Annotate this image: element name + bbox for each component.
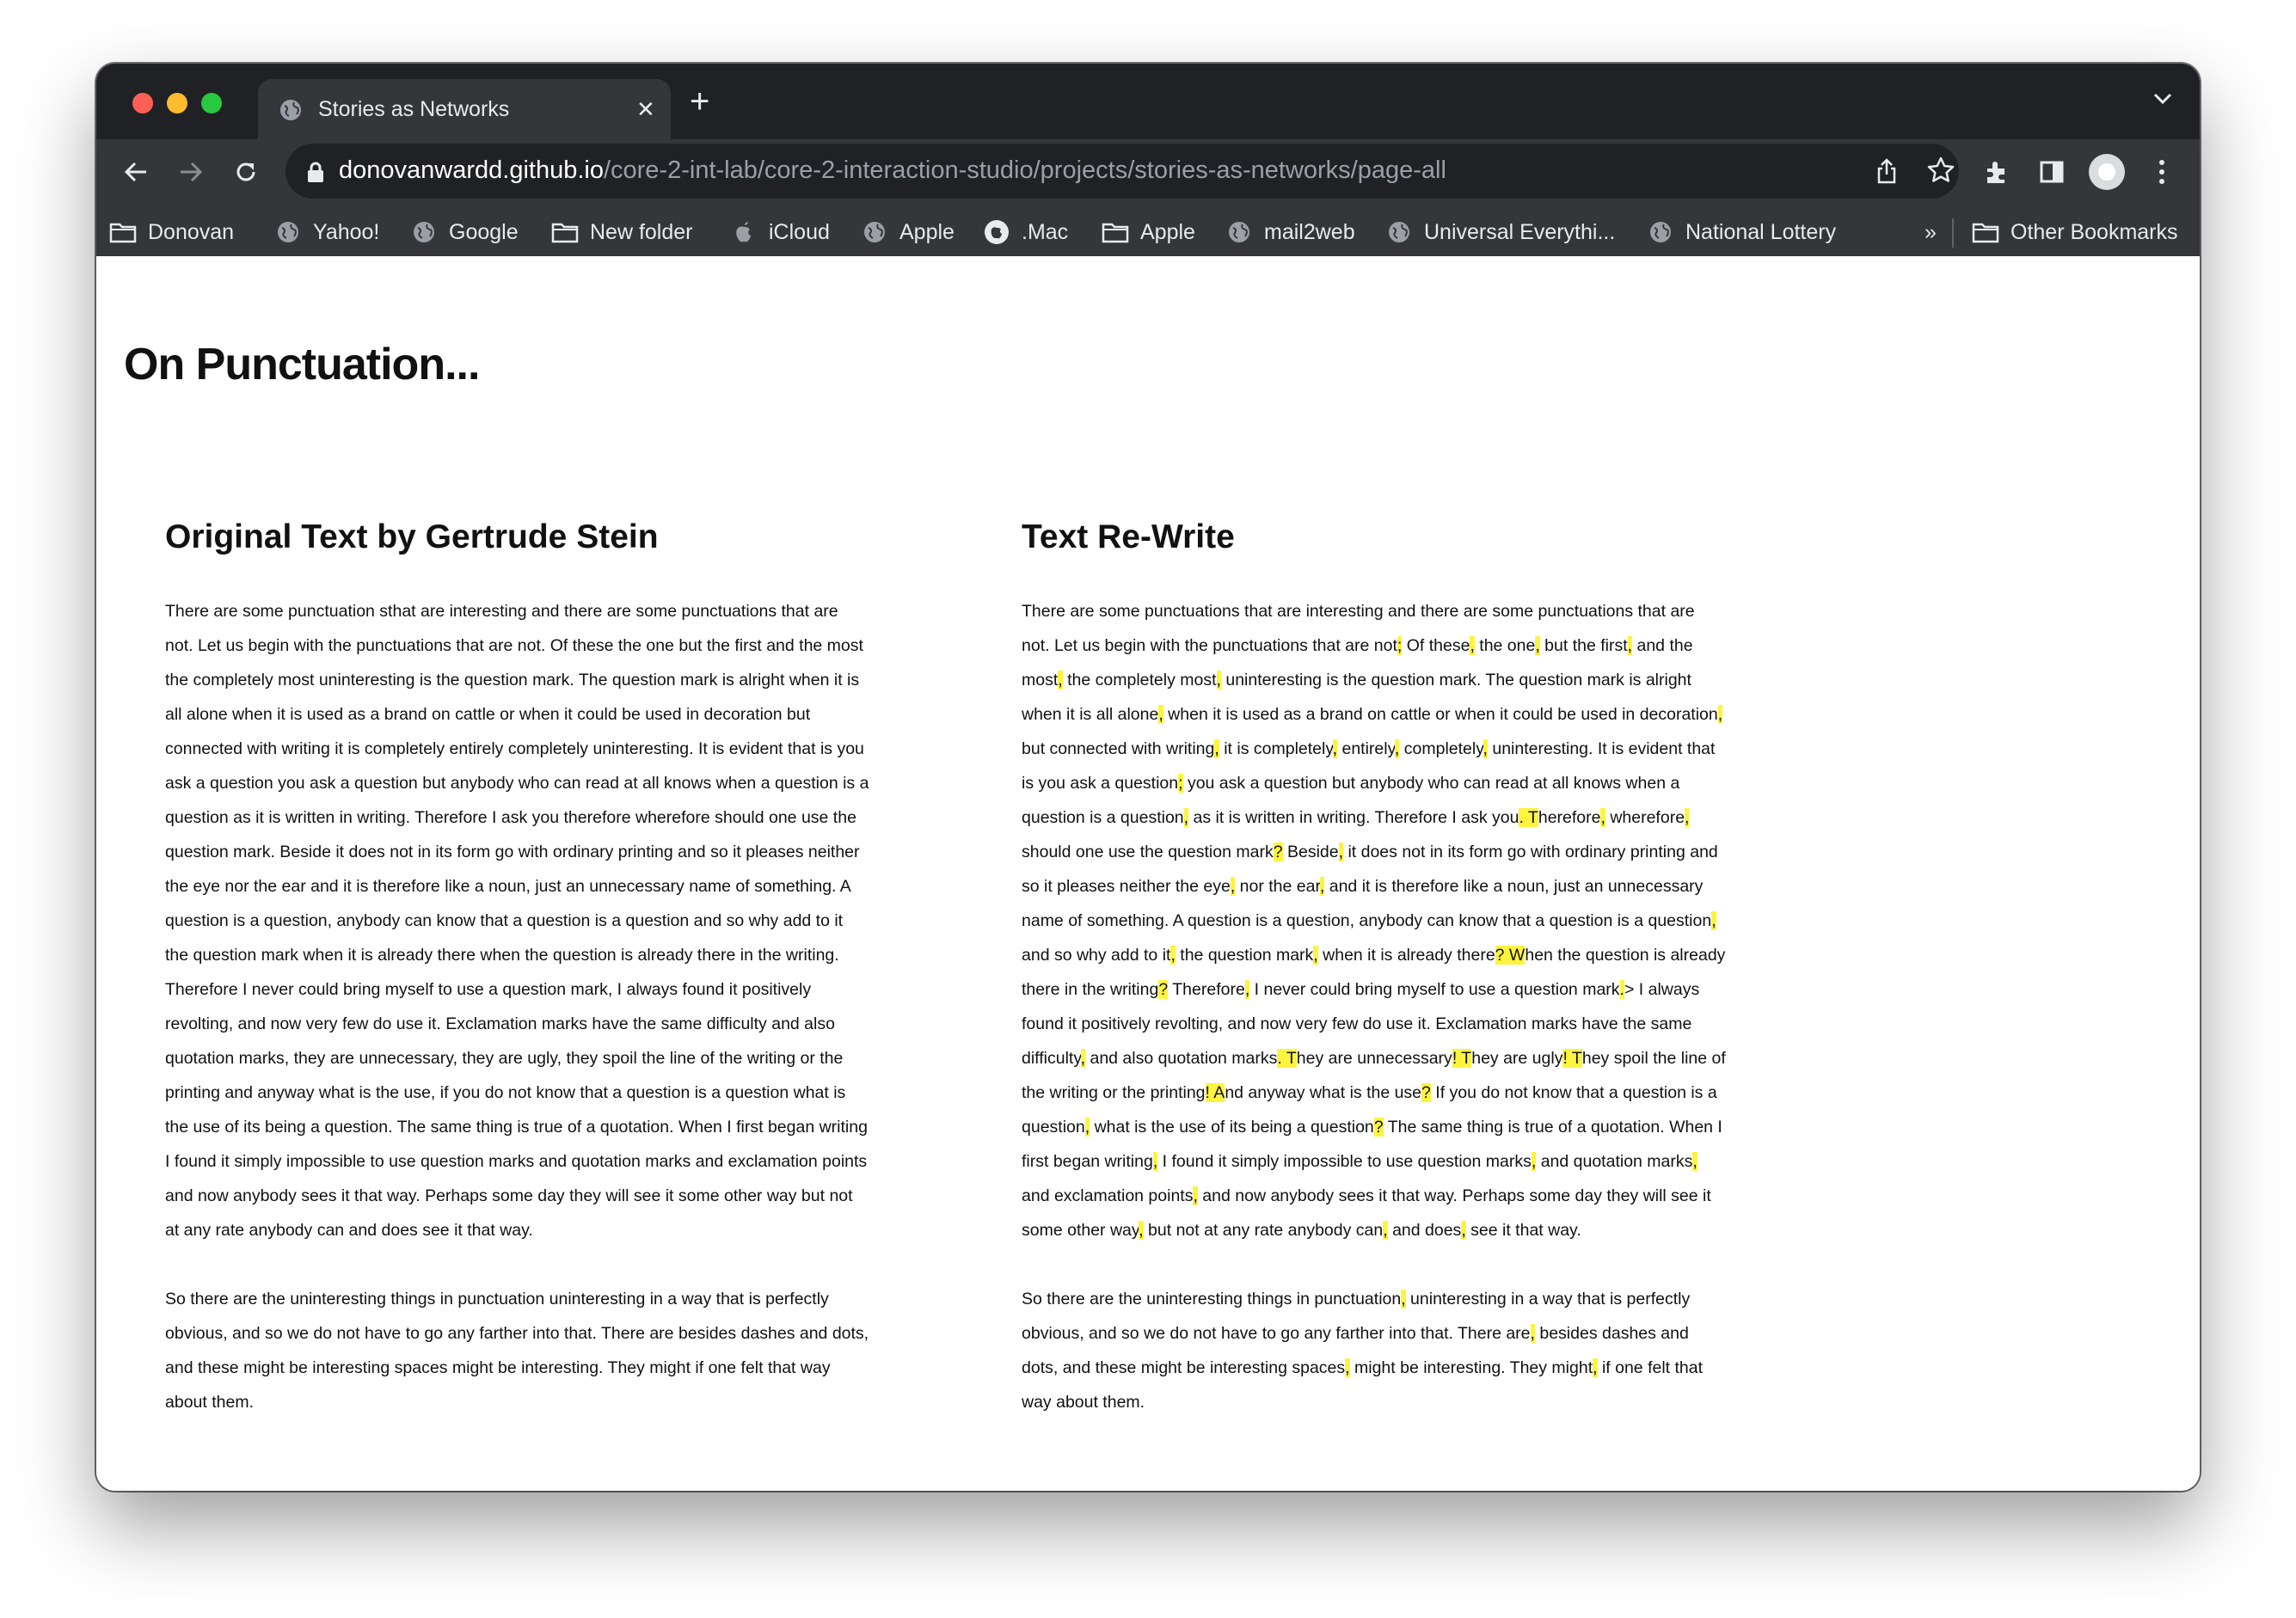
highlighted-punctuation: , bbox=[1685, 808, 1690, 827]
share-icon[interactable] bbox=[1875, 157, 1899, 189]
bookmarks-bar bbox=[96, 208, 2200, 256]
highlighted-punctuation: , bbox=[1383, 1221, 1388, 1240]
highlighted-punctuation: , bbox=[1345, 1358, 1350, 1377]
url-host: donovanwardd.github.io bbox=[339, 156, 604, 184]
bookmark-label: Apple bbox=[899, 219, 955, 244]
bookmarks-separator bbox=[1952, 218, 1954, 248]
highlighted-punctuation: , bbox=[1535, 636, 1540, 655]
folder-icon bbox=[550, 220, 580, 244]
bookmark-item[interactable] bbox=[860, 208, 955, 256]
side-panel-icon[interactable] bbox=[2033, 153, 2071, 191]
highlighted-punctuation: ? bbox=[1273, 843, 1283, 861]
zoom-window-button[interactable] bbox=[201, 93, 222, 113]
bookmark-label: mail2web bbox=[1264, 219, 1355, 244]
highlighted-punctuation: , bbox=[1530, 1324, 1535, 1343]
address-bar[interactable] bbox=[285, 144, 1959, 199]
highlighted-punctuation: , bbox=[1183, 808, 1189, 827]
bookmark-other-bookmarks[interactable] bbox=[1971, 208, 2178, 256]
folder-icon bbox=[1971, 220, 2000, 244]
highlighted-punctuation: , bbox=[1338, 843, 1344, 861]
bookmark-label: Google bbox=[449, 219, 519, 244]
highlighted-punctuation: , bbox=[1058, 671, 1063, 689]
original-paragraph: So there are the uninteresting things in punctuation uninteresting in a way that is perfectly obvious, and so we do not have to go any farther into that. There are besides dashes and dots, and these might be interesting spaces might be interesting. They might if one felt that way about them. bbox=[165, 1290, 869, 1412]
bookmark-item[interactable] bbox=[1101, 208, 1195, 256]
back-button[interactable] bbox=[117, 153, 155, 191]
globe-icon bbox=[409, 220, 439, 244]
globe-icon bbox=[860, 220, 889, 244]
highlighted-punctuation: ? bbox=[1373, 1118, 1384, 1137]
tab-stories-as-networks[interactable] bbox=[258, 79, 671, 141]
rewrite-text-column bbox=[1022, 518, 1727, 1454]
reload-button[interactable] bbox=[227, 153, 265, 191]
bookmark-item[interactable] bbox=[729, 208, 830, 256]
web-page bbox=[96, 256, 2200, 1491]
highlighted-punctuation: , bbox=[1401, 1290, 1406, 1308]
globe-icon bbox=[1646, 220, 1675, 244]
bookmark-label: Yahoo! bbox=[313, 219, 380, 244]
highlighted-punctuation: , bbox=[1084, 1118, 1090, 1137]
apple-circle-icon bbox=[982, 220, 1011, 244]
highlighted-punctuation: , bbox=[1158, 705, 1163, 724]
highlighted-punctuation: , bbox=[1711, 911, 1716, 930]
bookmark-star-icon[interactable] bbox=[1926, 156, 1955, 189]
extensions-icon[interactable] bbox=[1978, 153, 2016, 191]
rewrite-paragraph: There are some punctuations that are interesting and there are some punctuations that are not. Let us begin with the punctuations that are not; Of these, the one, but the first, and the most, the completely most, uninteresting is the question mark. The question mark is alright when it is all alone, when it is used as a brand on cattle or when it could be used in decoration, but connected with writing, it is completely, entirely, completely, uninteresting. It is evident that is you ask a question; you ask a question but anybody who can read at all knows when a question is a question, as it is written in writing. Therefore I ask you. Therefore, wherefore, should one use the question mark? Beside, it does not in its form go with ordinary printing and so it pleases neither the eye, nor the ear, and it is therefore like a noun, just an unnecessary name of something. A question is a question, anybody can know that a question is a question, and so why add to it, the question mark, when it is already there? When the question is already there in the writing? Therefore, I never could bring myself to use a question mark.> I always found it positively revolting, and now very few do use it. Exclamation marks have the same difficulty, and also quotation marks. They are unnecessary! They are ugly! They spoil the line of the writing or the printing! And anyway what is the use? If you do not know that a question is a question, what is the use of its being a question? The same thing is true of a quotation. When I first began writing, I found it simply impossible to use question marks, and quotation marks, and exclamation points, and now anybody sees it that way. Perhaps some day they will see it some other way, but not at any rate anybody can, and does, see it that way. bbox=[1022, 602, 1726, 1240]
highlighted-punctuation: , bbox=[1692, 1152, 1697, 1171]
highlighted-punctuation: , bbox=[1319, 877, 1325, 896]
highlighted-punctuation: , bbox=[1394, 739, 1400, 758]
highlighted-punctuation: , bbox=[1080, 1049, 1086, 1068]
folder-icon bbox=[1101, 220, 1130, 244]
highlighted-punctuation: , bbox=[1531, 1152, 1537, 1171]
highlighted-punctuation: , bbox=[1152, 1152, 1158, 1171]
original-text-column bbox=[165, 518, 870, 1454]
highlighted-punctuation: ? W bbox=[1495, 946, 1526, 965]
other-bookmarks-label: Other Bookmarks bbox=[2011, 219, 2178, 244]
highlighted-punctuation: , bbox=[1214, 739, 1219, 758]
bookmark-item[interactable] bbox=[982, 208, 1068, 256]
lock-icon[interactable] bbox=[306, 161, 325, 187]
url-text[interactable] bbox=[339, 156, 1446, 185]
highlighted-punctuation: , bbox=[1593, 1358, 1598, 1377]
apple-icon bbox=[729, 220, 758, 244]
close-tab-icon[interactable]: ✕ bbox=[636, 96, 655, 122]
highlighted-punctuation: , bbox=[1139, 1221, 1144, 1240]
highlighted-punctuation: , bbox=[1244, 980, 1250, 999]
close-window-button[interactable] bbox=[132, 93, 153, 113]
bookmark-item[interactable] bbox=[409, 208, 519, 256]
highlighted-punctuation: ? bbox=[1158, 980, 1169, 999]
highlighted-punctuation: , bbox=[1627, 636, 1633, 655]
original-text-heading: Original Text by Gertrude Stein bbox=[165, 518, 659, 555]
bookmark-item[interactable] bbox=[273, 208, 379, 256]
url-path: /core-2-int-lab/core-2-interaction-studio/projects/stories-as-networks/page-all bbox=[603, 156, 1446, 184]
highlighted-punctuation: ! A bbox=[1205, 1083, 1225, 1102]
bookmark-item[interactable] bbox=[1384, 208, 1615, 256]
highlighted-punctuation: , bbox=[1470, 636, 1475, 655]
bookmark-item[interactable] bbox=[108, 208, 234, 256]
highlighted-punctuation: ; bbox=[1397, 636, 1403, 655]
reload-icon bbox=[232, 158, 260, 186]
bookmark-item[interactable] bbox=[1646, 208, 1836, 256]
globe-icon bbox=[279, 98, 303, 126]
highlighted-punctuation: . T bbox=[1277, 1049, 1297, 1068]
tab-strip bbox=[96, 64, 2200, 139]
profile-avatar-icon[interactable] bbox=[2088, 153, 2126, 191]
bookmark-label: Donovan bbox=[148, 219, 235, 244]
highlighted-punctuation: ! T bbox=[1452, 1049, 1472, 1068]
bookmark-label: Apple bbox=[1140, 219, 1195, 244]
original-paragraph: There are some punctuation sthat are interesting and there are some punctuations that are not. Let us begin with the punctuations that are not. Of these the one but the first and the most the completely most uninteresting is the question mark. The question mark is alright when it is all alone when it is used as a brand on cattle or when it could be used in decoration but connected with writing it is completely entirely completely uninteresting. It is evident that is you ask a question you ask a question but anybody who can read at all knows when a question is a question as it is written in writing. Therefore I ask you therefore wherefore should one use the question mark. Beside it does not in its form go with ordinary printing and so it pleases neither the eye nor the ear and it is therefore like a noun, just an unnecessary name of something. A question is a question, anybody can know that a question is a question and so why add to it the question mark when it is already there when the question is already there in the writing. Therefore I never could bring myself to use a question mark, I always found it positively revolting, and now very few do use it. Exclamation marks have the same difficulty and also quotation marks, they are unnecessary, they are ugly, they spoil the line of the writing or the printing and anyway what is the use, if you do not know that a question is a question what is the use of its being a question. The same thing is true of a quotation. When I first began writing I found it simply impossible to use question marks and quotation marks and exclamation points and now anybody sees it that way. Perhaps some day they will see it some other way but not at any rate anybody can and does see it that way. bbox=[165, 602, 869, 1240]
highlighted-punctuation: , bbox=[1483, 739, 1488, 758]
globe-icon bbox=[1225, 220, 1254, 244]
highlighted-punctuation: ? bbox=[1421, 1083, 1431, 1102]
globe-icon bbox=[273, 220, 303, 244]
highlighted-punctuation: , bbox=[1216, 671, 1221, 689]
browser-chrome bbox=[96, 64, 2200, 256]
folder-icon bbox=[108, 220, 138, 244]
highlighted-punctuation: , bbox=[1332, 739, 1338, 758]
bookmark-item[interactable] bbox=[1225, 208, 1355, 256]
bookmark-label: New folder bbox=[590, 219, 693, 244]
page-title: On Punctuation... bbox=[124, 340, 480, 389]
bookmark-label: National Lottery bbox=[1685, 219, 1837, 244]
highlighted-punctuation: , bbox=[1461, 1221, 1466, 1240]
minimize-window-button[interactable] bbox=[167, 93, 187, 113]
back-arrow-icon bbox=[122, 158, 150, 186]
new-tab-button[interactable]: + bbox=[690, 83, 710, 120]
highlighted-punctuation: . bbox=[1619, 980, 1624, 999]
highlighted-punctuation: ! T bbox=[1562, 1049, 1582, 1068]
tab-search-button[interactable] bbox=[2152, 89, 2174, 111]
menu-kebab-icon[interactable] bbox=[2143, 153, 2181, 191]
bookmark-label: iCloud bbox=[769, 219, 830, 244]
highlighted-punctuation: , bbox=[1170, 946, 1176, 965]
bookmarks-overflow-button[interactable]: » bbox=[1925, 219, 1937, 244]
forward-arrow-icon bbox=[177, 158, 205, 186]
tab-title: Stories as Networks bbox=[318, 97, 510, 121]
browser-window bbox=[96, 64, 2200, 1491]
bookmark-label: .Mac bbox=[1022, 219, 1069, 244]
highlighted-punctuation: , bbox=[1193, 1186, 1198, 1205]
highlighted-punctuation: , bbox=[1230, 877, 1236, 896]
bookmark-item[interactable] bbox=[550, 208, 693, 256]
globe-icon bbox=[1384, 220, 1414, 244]
highlighted-punctuation: , bbox=[1600, 808, 1605, 827]
highlighted-punctuation: ; bbox=[1178, 774, 1183, 793]
highlighted-punctuation: . T bbox=[1519, 808, 1538, 827]
highlighted-punctuation: , bbox=[1313, 946, 1318, 965]
rewrite-paragraph: So there are the uninteresting things in punctuation, uninteresting in a way that is perfectly obvious, and so we do not have to go any farther into that. There are, besides dashes and dots, and these might be interesting spaces, might be interesting. They might, if one felt that way about them. bbox=[1022, 1290, 1704, 1412]
highlighted-punctuation: , bbox=[1717, 705, 1723, 724]
rewrite-text-heading: Text Re-Write bbox=[1022, 518, 1235, 555]
bookmark-label: Universal Everythi... bbox=[1424, 219, 1616, 244]
forward-button[interactable] bbox=[172, 153, 210, 191]
